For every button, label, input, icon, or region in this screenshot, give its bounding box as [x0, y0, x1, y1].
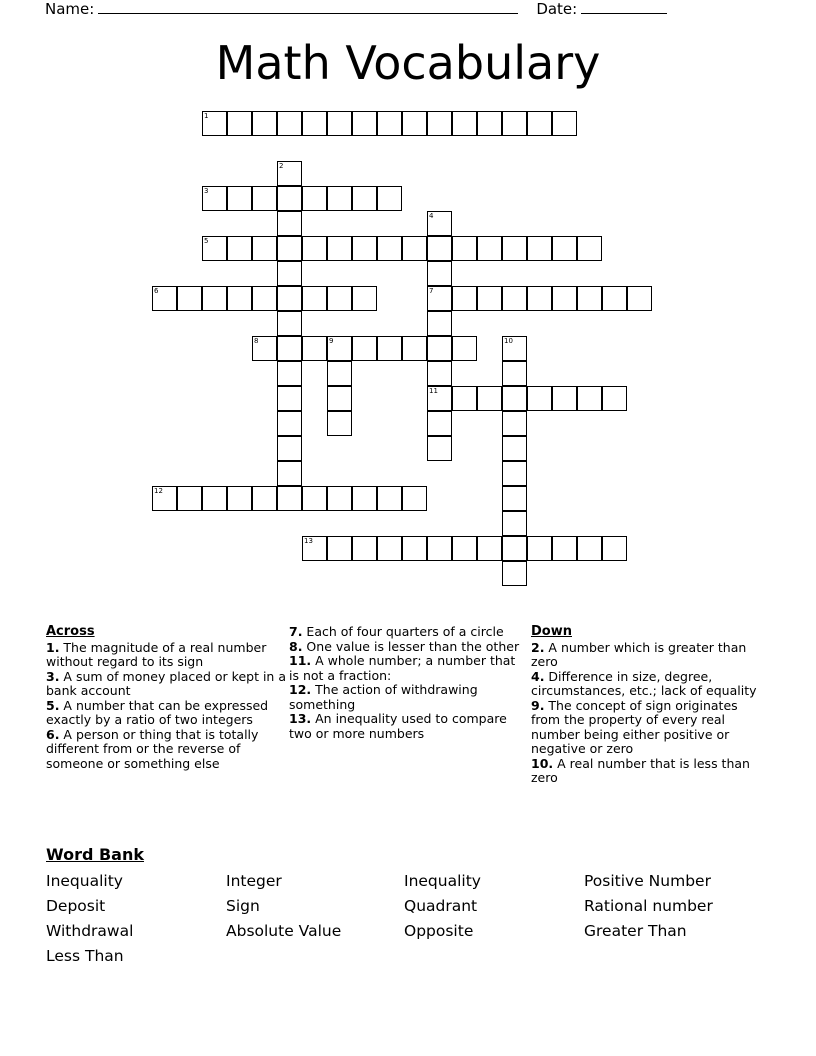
crossword-cell[interactable]	[327, 411, 352, 436]
crossword-cell[interactable]	[352, 486, 377, 511]
crossword-cell[interactable]	[602, 536, 627, 561]
clue-item	[46, 728, 291, 772]
crossword-cell[interactable]	[277, 361, 302, 386]
crossword-cell[interactable]	[352, 236, 377, 261]
crossword-cell[interactable]	[477, 286, 502, 311]
crossword-cell-number: 8	[254, 337, 259, 345]
crossword-cell[interactable]	[302, 111, 327, 136]
crossword-cell-number: 11	[429, 387, 438, 395]
crossword-cell[interactable]	[452, 536, 477, 561]
word-bank-item: Opposite	[404, 922, 474, 940]
clue-number: 3.	[46, 668, 60, 684]
crossword-cell[interactable]	[327, 336, 352, 361]
clue-text: A sum of money placed or kept in a bank account	[46, 668, 286, 698]
crossword-cell[interactable]	[502, 436, 527, 461]
word-bank-item: Integer	[226, 872, 282, 890]
crossword-cell[interactable]	[177, 286, 202, 311]
crossword-cell[interactable]	[302, 486, 327, 511]
crossword-cell[interactable]	[302, 236, 327, 261]
crossword-cell[interactable]	[377, 486, 402, 511]
clue-item	[46, 699, 291, 728]
clue-item	[46, 670, 291, 699]
word-bank-item: Rational number	[584, 897, 713, 915]
crossword-cell[interactable]	[427, 111, 452, 136]
crossword-cell[interactable]	[152, 486, 177, 511]
crossword-cell[interactable]	[477, 536, 502, 561]
crossword-cell[interactable]	[202, 236, 227, 261]
clue-item	[289, 683, 529, 712]
crossword-cell[interactable]	[327, 111, 352, 136]
crossword-cell[interactable]	[327, 486, 352, 511]
clue-item	[289, 712, 529, 741]
crossword-cell[interactable]	[477, 111, 502, 136]
crossword-cell[interactable]	[602, 386, 627, 411]
clue-item	[531, 699, 761, 757]
crossword-cell[interactable]	[227, 236, 252, 261]
clue-item	[289, 640, 529, 655]
crossword-cell[interactable]	[277, 286, 302, 311]
crossword-cell[interactable]	[202, 111, 227, 136]
date-label: Date:	[536, 0, 578, 18]
crossword-cell[interactable]	[327, 536, 352, 561]
clue-text: The concept of sign originates from the property of every real number being either positive or negative or zero	[531, 697, 738, 756]
crossword-cell[interactable]	[402, 486, 427, 511]
clue-text: A real number that is less than zero	[531, 755, 750, 785]
clue-text: A number that can be expressed exactly by a ratio of two integers	[46, 697, 269, 727]
crossword-cell[interactable]	[277, 336, 302, 361]
crossword-cell[interactable]	[502, 511, 527, 536]
crossword-cell-number: 5	[204, 237, 209, 245]
clue-number: 5.	[46, 697, 60, 713]
crossword-cell[interactable]	[527, 111, 552, 136]
crossword-cell[interactable]	[402, 236, 427, 261]
word-bank-item: Absolute Value	[226, 922, 342, 940]
crossword-cell[interactable]	[502, 111, 527, 136]
crossword-cell[interactable]	[527, 286, 552, 311]
crossword-cell[interactable]	[427, 411, 452, 436]
crossword-cell[interactable]	[227, 111, 252, 136]
crossword-cell[interactable]	[277, 186, 302, 211]
crossword-cell[interactable]	[502, 411, 527, 436]
crossword-cell[interactable]	[427, 361, 452, 386]
crossword-cell[interactable]	[252, 236, 277, 261]
word-bank-item: Greater Than	[584, 922, 687, 940]
crossword-cell[interactable]	[277, 211, 302, 236]
crossword-cell[interactable]	[427, 261, 452, 286]
clue-item	[531, 670, 761, 699]
crossword-cell[interactable]	[352, 111, 377, 136]
crossword-cell-number: 7	[429, 287, 434, 295]
crossword-cell[interactable]	[427, 336, 452, 361]
crossword-cell[interactable]	[502, 461, 527, 486]
word-bank-item: Inequality	[404, 872, 481, 890]
name-date-line	[45, 0, 771, 24]
crossword-grid	[0, 108, 816, 628]
crossword-cell[interactable]	[377, 111, 402, 136]
crossword-cell[interactable]	[427, 211, 452, 236]
crossword-cell[interactable]	[552, 286, 577, 311]
crossword-cell[interactable]	[252, 186, 277, 211]
crossword-cell[interactable]	[352, 336, 377, 361]
crossword-cell[interactable]	[352, 536, 377, 561]
crossword-cell[interactable]	[252, 486, 277, 511]
clue-item	[289, 654, 529, 683]
crossword-cell[interactable]	[227, 486, 252, 511]
crossword-cell[interactable]	[327, 186, 352, 211]
clues-across-column-1	[46, 625, 291, 771]
crossword-cell[interactable]	[327, 286, 352, 311]
crossword-cell[interactable]	[152, 286, 177, 311]
word-bank-heading: Word Bank	[46, 845, 145, 864]
clue-number: 12.	[289, 682, 312, 697]
word-bank-item: Less Than	[46, 947, 124, 965]
crossword-cell[interactable]	[377, 336, 402, 361]
crossword-cell[interactable]	[402, 111, 427, 136]
crossword-cell-number: 3	[204, 187, 209, 195]
clue-number: 2.	[531, 639, 545, 655]
clue-item	[531, 641, 761, 670]
crossword-cell[interactable]	[302, 336, 327, 361]
crossword-cell[interactable]	[277, 161, 302, 186]
crossword-cell[interactable]	[452, 236, 477, 261]
crossword-cell[interactable]	[327, 236, 352, 261]
crossword-cell[interactable]	[427, 286, 452, 311]
crossword-cell[interactable]	[277, 386, 302, 411]
clue-item	[289, 625, 529, 640]
page-title: Math Vocabulary	[215, 36, 601, 90]
crossword-cell[interactable]	[277, 411, 302, 436]
crossword-cell[interactable]	[477, 386, 502, 411]
crossword-cell[interactable]	[452, 336, 477, 361]
crossword-cell[interactable]	[277, 436, 302, 461]
clue-text: Each of four quarters of a circle	[302, 624, 504, 639]
crossword-cell[interactable]	[277, 261, 302, 286]
crossword-cell-number: 13	[304, 537, 313, 545]
clue-number: 4.	[531, 668, 545, 684]
clue-number: 13.	[289, 711, 312, 726]
clue-text: One value is lesser than the other	[302, 638, 520, 654]
crossword-cell[interactable]	[352, 286, 377, 311]
crossword-cell[interactable]	[177, 486, 202, 511]
clue-number: 10.	[531, 755, 554, 771]
crossword-cell[interactable]	[627, 286, 652, 311]
crossword-cell-number: 2	[279, 162, 284, 170]
clues-across-column-2	[289, 625, 529, 741]
crossword-cell[interactable]	[352, 186, 377, 211]
crossword-cell[interactable]	[502, 536, 527, 561]
date-blank-line[interactable]	[581, 1, 667, 14]
crossword-cell[interactable]	[427, 536, 452, 561]
crossword-cell[interactable]	[427, 436, 452, 461]
clue-text: Difference in size, degree, circumstances, etc.; lack of equality	[531, 668, 757, 698]
crossword-cell[interactable]	[502, 336, 527, 361]
crossword-cell[interactable]	[427, 311, 452, 336]
crossword-cell-number: 12	[154, 487, 163, 495]
crossword-cell[interactable]	[552, 386, 577, 411]
crossword-cell[interactable]	[252, 111, 277, 136]
crossword-cell[interactable]	[502, 361, 527, 386]
crossword-cell[interactable]	[552, 236, 577, 261]
crossword-cell[interactable]	[302, 536, 327, 561]
crossword-cell[interactable]	[602, 286, 627, 311]
crossword-cell[interactable]	[577, 386, 602, 411]
crossword-cell-number: 4	[429, 212, 434, 220]
clue-number: 11.	[289, 653, 312, 668]
word-bank-item: Deposit	[46, 897, 106, 915]
crossword-cell[interactable]	[552, 536, 577, 561]
clues-down-column	[531, 625, 761, 786]
crossword-cell[interactable]	[302, 286, 327, 311]
crossword-cell[interactable]	[227, 286, 252, 311]
crossword-cell-number: 10	[504, 337, 513, 345]
name-blank-line[interactable]	[98, 1, 518, 14]
crossword-cell[interactable]	[377, 186, 402, 211]
crossword-cell[interactable]	[527, 536, 552, 561]
crossword-cell[interactable]	[502, 486, 527, 511]
clue-number: 6.	[46, 726, 60, 742]
name-label: Name:	[45, 0, 95, 18]
crossword-cell[interactable]	[452, 111, 477, 136]
clue-number: 1.	[46, 639, 60, 655]
crossword-cell-number: 9	[329, 337, 334, 345]
crossword-cell[interactable]	[552, 111, 577, 136]
crossword-cell[interactable]	[202, 286, 227, 311]
down-heading: Down	[531, 624, 572, 639]
word-bank-item: Inequality	[46, 872, 123, 890]
clue-item	[531, 757, 761, 786]
word-bank-section	[46, 845, 776, 965]
crossword-cell[interactable]	[277, 461, 302, 486]
clue-text: An inequality used to compare two or more numbers	[289, 711, 507, 741]
clue-number: 7.	[289, 624, 303, 639]
crossword-cell[interactable]	[527, 386, 552, 411]
crossword-cell[interactable]	[527, 236, 552, 261]
crossword-cell[interactable]	[252, 286, 277, 311]
crossword-cell[interactable]	[502, 561, 527, 586]
crossword-cell[interactable]	[327, 361, 352, 386]
clue-text: A person or thing that is totally different from or the reverse of someone or something else	[46, 726, 259, 771]
crossword-cell[interactable]	[502, 386, 527, 411]
crossword-cell[interactable]	[227, 186, 252, 211]
crossword-cell[interactable]	[402, 536, 427, 561]
crossword-cell[interactable]	[427, 386, 452, 411]
word-bank-item: Positive Number	[584, 872, 711, 890]
crossword-cell[interactable]	[427, 236, 452, 261]
crossword-cell[interactable]	[302, 186, 327, 211]
clue-number: 9.	[531, 697, 545, 713]
word-bank-item: Withdrawal	[46, 922, 134, 940]
crossword-cell[interactable]	[402, 336, 427, 361]
crossword-cell[interactable]	[477, 236, 502, 261]
crossword-cell[interactable]	[202, 186, 227, 211]
crossword-cell[interactable]	[577, 236, 602, 261]
clue-text: The action of withdrawing something	[289, 682, 478, 712]
crossword-cell[interactable]	[577, 286, 602, 311]
clue-number: 8.	[289, 638, 303, 654]
word-bank-item: Sign	[226, 897, 260, 915]
word-bank-item: Quadrant	[404, 897, 478, 915]
crossword-cell[interactable]	[377, 536, 402, 561]
crossword-cell[interactable]	[252, 336, 277, 361]
clue-text: A number which is greater than zero	[531, 639, 747, 669]
clue-text: The magnitude of a real number without regard to its sign	[46, 639, 267, 669]
crossword-cell[interactable]	[502, 286, 527, 311]
clues-section	[46, 625, 776, 835]
clue-text: A whole number; a number that is not a fraction:	[289, 653, 516, 683]
word-bank-list	[46, 872, 776, 965]
clue-item	[46, 641, 291, 670]
crossword-cell[interactable]	[327, 386, 352, 411]
crossword-cell[interactable]	[452, 386, 477, 411]
crossword-cell[interactable]	[377, 236, 402, 261]
crossword-cell[interactable]	[577, 536, 602, 561]
crossword-cell-number: 6	[154, 287, 159, 295]
crossword-cell-number: 1	[204, 112, 209, 120]
crossword-cell[interactable]	[202, 486, 227, 511]
crossword-cell[interactable]	[502, 236, 527, 261]
crossword-cell[interactable]	[452, 286, 477, 311]
crossword-cell[interactable]	[277, 311, 302, 336]
across-heading: Across	[46, 624, 95, 639]
crossword-cell[interactable]	[277, 111, 302, 136]
crossword-cell[interactable]	[277, 486, 302, 511]
crossword-cell[interactable]	[277, 236, 302, 261]
